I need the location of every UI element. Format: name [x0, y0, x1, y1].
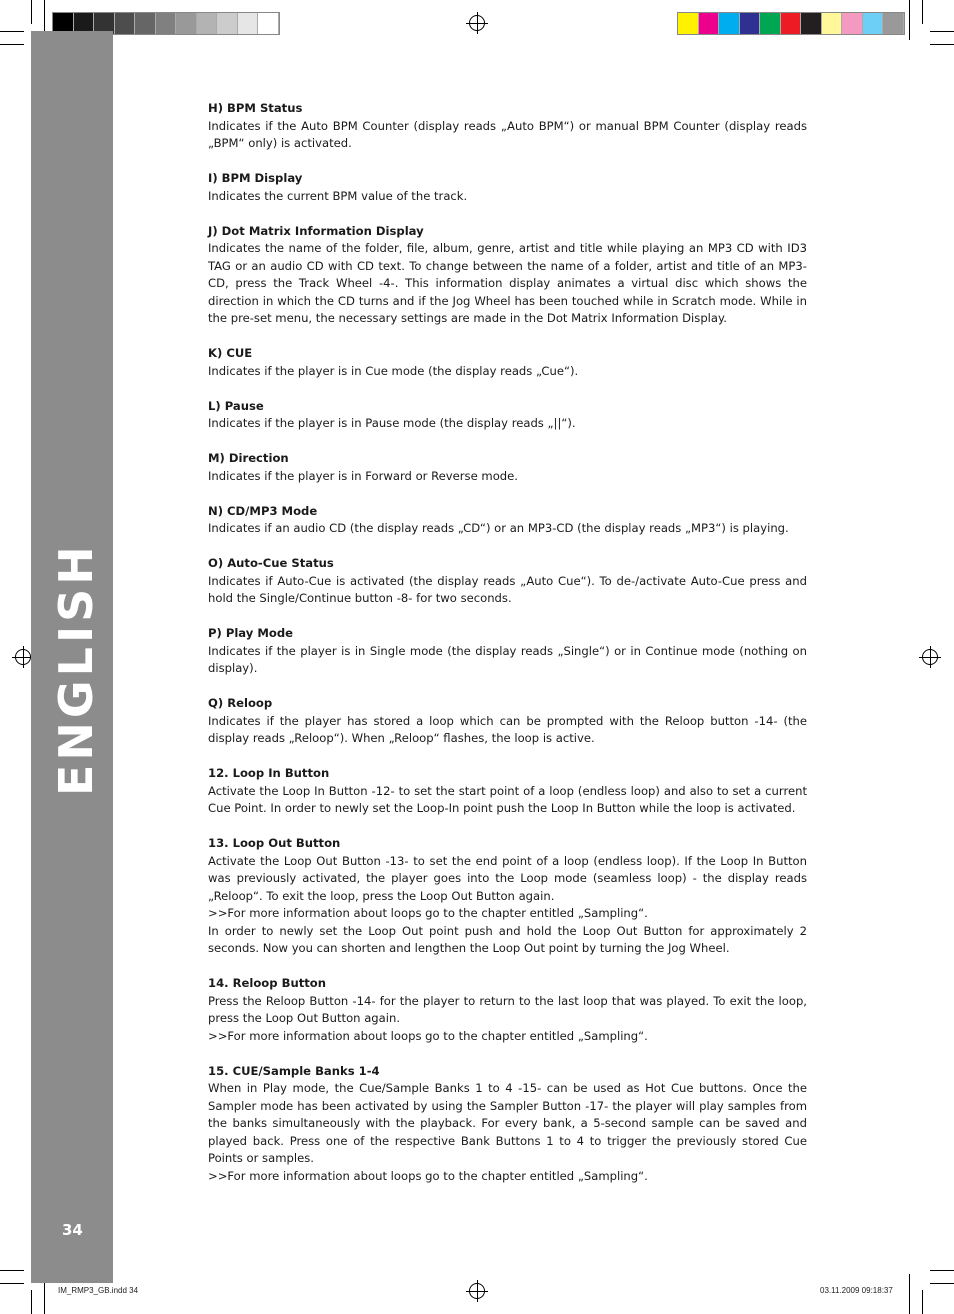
crop-mark [922, 1290, 923, 1314]
section-heading: O) Auto-Cue Status [208, 556, 334, 570]
crop-mark [909, 0, 910, 40]
section-paragraph: >>For more information about loops go to the chapter entitled „Sampling“. [208, 1168, 648, 1183]
section-paragraph: Activate the Loop Out Button -13- to set the end point of a loop (endless loop). If the Loop In Button was previously activated, the player goes into the Loop mode (seamless loop) - the display reads „Reloop“. To exit the loop, press the Loop Out Button again. [208, 853, 807, 903]
gray-swatch [238, 13, 259, 34]
manual-section [208, 223, 807, 328]
section-paragraph: Indicates if the player is in Single mode (the display reads „Single“) or in Continue mode (nothing on display). [208, 643, 807, 675]
manual-section [208, 555, 807, 608]
section-heading: K) CUE [208, 346, 253, 360]
page-number: 34 [62, 1221, 83, 1239]
color-swatch [719, 13, 740, 34]
section-heading: 13. Loop Out Button [208, 836, 341, 850]
color-swatch [801, 13, 822, 34]
crop-mark [0, 31, 24, 32]
gray-swatch [156, 13, 177, 34]
manual-section [208, 170, 807, 205]
section-heading: M) Direction [208, 451, 289, 465]
section-heading: L) Pause [208, 398, 264, 413]
gray-swatch [176, 13, 197, 34]
manual-section [208, 503, 807, 538]
gray-swatch [258, 13, 279, 34]
slug-file-name: IM_RMP3_GB.indd 34 [58, 1286, 139, 1295]
section-paragraph: Indicates the name of the folder, file, album, genre, artist and title while playing an MP3 CD with ID3 TAG or an audio CD with CD text. To change between the name of a folder, artist and title of an MP3-CD, press the Track Wheel -4-. This information display animates a virtual disc which shows the direction in which the CD turns and if the Jog Wheel has been touched while in Scratch mode. While in the pre-set menu, the necessary settings are made in the Dot Matrix Information Display. [208, 241, 807, 325]
crop-mark [930, 31, 954, 32]
section-paragraph: Indicates if Auto-Cue is activated (the display reads „Auto Cue“). To de-/activate Auto-Cue press and hold the Single/Continue button -8- for two seconds. [208, 573, 807, 605]
registration-mark-icon [922, 649, 938, 665]
section-paragraph: Indicates if the Auto BPM Counter (display reads „Auto BPM“) or manual BPM Counter (display reads „BPM“ only) is activated. [208, 118, 807, 150]
section-paragraph: Activate the Loop In Button -12- to set the start point of a loop (endless loop) and also to set a current Cue Point. In order to newly set the Loop-In point push the Loop In Button while the loop is activated. [208, 783, 807, 815]
color-swatch [760, 13, 781, 34]
color-swatch [842, 13, 863, 34]
color-swatch-strip [677, 12, 905, 35]
section-paragraph: Indicates if the player is in Pause mode (the display reads „||“). [208, 416, 576, 430]
color-swatch [740, 13, 761, 34]
manual-section [208, 450, 807, 485]
manual-section [208, 345, 807, 380]
crop-mark [922, 0, 923, 24]
crop-mark [31, 1290, 32, 1314]
manual-section [208, 398, 807, 433]
language-label: ENGLISH [49, 542, 103, 796]
registration-mark-icon [469, 15, 485, 31]
language-sidebar [31, 31, 113, 1283]
section-paragraph: >>For more information about loops go to the chapter entitled „Sampling“. [208, 1028, 648, 1043]
manual-section [208, 975, 807, 1045]
color-swatch [699, 13, 720, 34]
manual-section [208, 625, 807, 678]
section-heading: P) Play Mode [208, 626, 294, 640]
section-heading: I) BPM Display [208, 171, 303, 185]
section-heading: H) BPM Status [208, 101, 303, 115]
crop-mark [31, 0, 32, 24]
section-heading: 14. Reloop Button [208, 976, 326, 990]
section-paragraph: Indicates if the player is in Forward or Reverse mode. [208, 468, 518, 483]
crop-mark [0, 1270, 24, 1271]
registration-mark-icon [15, 649, 31, 665]
color-swatch [863, 13, 884, 34]
crop-mark [909, 1274, 910, 1314]
gray-swatch [217, 13, 238, 34]
gray-swatch [135, 13, 156, 34]
registration-mark-icon [469, 1283, 485, 1299]
section-paragraph: Indicates if the player has stored a loop which can be prompted with the Reloop button -14- (the display reads „Reloop“). When „Reloop“ flashes, the loop is active. [208, 713, 807, 745]
manual-section [208, 1063, 807, 1186]
manual-section [208, 765, 807, 818]
section-heading: Q) Reloop [208, 696, 273, 710]
slug-timestamp: 03.11.2009 09:18:37 [820, 1286, 893, 1295]
crop-mark [930, 44, 954, 45]
gray-swatch [115, 13, 136, 34]
crop-mark [930, 1283, 954, 1284]
manual-section [208, 835, 807, 958]
section-paragraph: Indicates if an audio CD (the display reads „CD“) or an MP3-CD (the display reads „MP3“) is playing. [208, 521, 789, 535]
section-paragraph: Indicates the current BPM value of the track. [208, 188, 468, 203]
crop-mark [0, 1283, 24, 1284]
section-paragraph: Indicates if the player is in Cue mode (the display reads „Cue“). [208, 363, 579, 378]
section-paragraph: When in Play mode, the Cue/Sample Banks 1 to 4 -15- can be used as Hot Cue buttons. Once the Sampler mode has been activated by using the Sampler Button -17- the player will play samples from the banks simultaneously with the playback. For every bank, a 5-second sample can be saved and played back. Press one of the respective Bank Buttons 1 to 4 to trigger the previously stored Cue Points or samples. [208, 1081, 807, 1165]
section-heading: J) Dot Matrix Information Display [208, 223, 424, 238]
gray-swatch [197, 13, 218, 34]
color-swatch [883, 13, 904, 34]
section-heading: N) CD/MP3 Mode [208, 503, 318, 518]
color-swatch [822, 13, 843, 34]
section-paragraph: >>For more information about loops go to the chapter entitled „Sampling“. [208, 906, 648, 920]
manual-content [208, 100, 807, 1203]
section-heading: 15. CUE/Sample Banks 1-4 [208, 1063, 380, 1078]
crop-mark [0, 44, 24, 45]
crop-mark [930, 1270, 954, 1271]
section-heading: 12. Loop In Button [208, 766, 330, 780]
color-swatch [781, 13, 802, 34]
manual-section [208, 100, 807, 153]
section-paragraph: Press the Reloop Button -14- for the player to return to the last loop that was played. To exit the loop, press the Loop Out Button again. [208, 993, 807, 1025]
color-swatch [678, 13, 699, 34]
section-paragraph: In order to newly set the Loop Out point push and hold the Loop Out Button for approximately 2 seconds. Now you can shorten and lengthen the Loop Out point by turning the Jog Wheel. [208, 923, 807, 955]
manual-section [208, 695, 807, 748]
